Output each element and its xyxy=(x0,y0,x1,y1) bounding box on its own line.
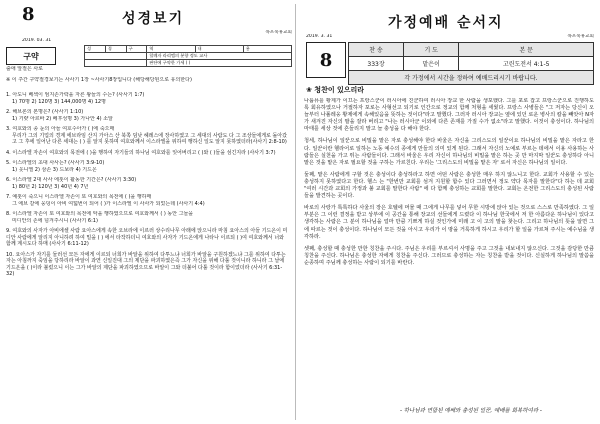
question-text: 4. 이스라엘 자손이 여호와의 목전에 ( )을 행하여 자기들의 하나님 여호와를 잊어버리고 ( )와 ( )들을 섬긴지라 (사사기 3:7) xyxy=(6,149,276,156)
left-page-title: 성경보기 xyxy=(122,11,185,27)
left-subtitle: 출애 앞절은 사로 xyxy=(6,66,43,72)
question-item xyxy=(6,177,288,190)
order-header-cell: 찬 송 xyxy=(349,43,404,57)
question-text: 2. 해브론의 본명은? (사사기 1:10) xyxy=(6,109,84,115)
reading-table-header xyxy=(85,46,292,53)
reading-empty-cell xyxy=(85,53,147,60)
sermon-paragraph: 청세, 하나님이 일꾼으로 비밀을 맡은 자로 충성해야 한다 바울은 자신을 그리스도의 일꾼이요 하나님의 비밀을 맡은 자라고 한다. 일꾼이란 헬라어로 일하는 노동 예수의 종에게 만들의 의미 있게 된다. 그래서 자신의 노예로 부르는 데에서 이용 사용하는 사람들은 실천을 가고 뛰는 사람들이다. 그래서 바울은 우리 자신이 하나님의 비밀을 맡은 하는 곳 만 마지막 일꾼도 충성하다 아니 맡은 것을 맡은 자로 필요할 것을 구하는 가르친다. 우리는 '그리스도의 비밀을 맡은 자' 로서 자신은 하나님의 일이다. xyxy=(304,138,594,166)
reading-header-cell: 구 xyxy=(126,46,147,53)
question-options: 그 에브 갈에 웅덩이 아비 여덟번이 되어 ( )가 이스라엘 이 사사가 되었는데 (사사기 4:4) xyxy=(12,200,205,207)
question-options: 1) 70명 2) 120명 3) 144,000명 4) 12명 xyxy=(12,98,106,105)
question-options: 무리가 그의 기업의 경계 에브라임 산지 가아스 산 북쪽 딤낫 헤레스에 장사하였고 그 세대의 사람도 다 그 조상들에게로 돌아갔고 그 후에 일어난 다른 세대는 ( ) 를 알지 못하며 여호와께서 이스라엘을 위하여 행하신 일도 알지 못하였더라(사사기 2:8-10) xyxy=(12,132,287,145)
question-item xyxy=(6,109,288,122)
question-item xyxy=(6,150,288,157)
right-date: 2019. 3. 31 xyxy=(306,34,333,39)
question-item xyxy=(6,211,288,224)
order-header-cell: 기 도 xyxy=(404,43,459,57)
order-note: 각 가정에서 시간을 정하여 예배드리시기 바랍니다. xyxy=(349,71,594,85)
question-options: 1) 기럇 아르바 2) 베후성명 3) 가나안 4) 소알 xyxy=(12,115,113,122)
question-text: 1. 아도니 베섹이 엄지손가락을 자른 왕들의 수는? (사사기 1:7) xyxy=(6,92,145,98)
reading-header-cell: 용 xyxy=(243,46,291,53)
question-text: 10. 요아스가 자기를 둘러선 모든 자에게 이르되 너희가 바알을 위하여 다투느냐 너희가 바알을 구원하겠느냐 그를 위하여 다투는 자는 아침까지 죽임을 당하리라 바알이 과연 신일진대 그의 제단을 파괴하였은즉 그가 자신을 위해 다툴 것이니라 하니라 그 날에 기드온을 ( )이라 불렀으니 이는 그가 바알의 제단을 파괴하였으므로 바알이 그와 더불어 다툴 것이라 함이었더라 (사사기 6:31-32) xyxy=(6,251,286,277)
testament-badge xyxy=(6,47,56,65)
left-intro: ※ 이 주간 구약절경보기는 사사기 1장 ~사사기8장입니다 (해당해당된으로 유의한다) xyxy=(6,77,192,83)
lesson-number: 8 xyxy=(22,4,35,25)
question-text: 5. 이스라엘의 초대 사사는? (사사기 3:9-10) xyxy=(6,160,105,166)
question-item xyxy=(6,228,288,248)
reading-row-text: 할례자 라리엘의 분향 정도 교사 xyxy=(147,53,292,60)
reading-row-text: 판단에 구약한 가세 ( ) xyxy=(147,60,292,67)
question-item xyxy=(6,194,288,207)
reading-header-cell: 성 xyxy=(85,46,106,53)
question-options: 1) 옷니엘 2) 삼손 3) 드보라 4) 기드온 xyxy=(12,166,97,173)
reading-header-cell: 내 xyxy=(195,46,243,53)
sermon-body xyxy=(304,98,594,398)
question-text: 8. 이스라엘 자손이 또 여호와의 목전에 악을 행하였으므로 여호와께서 ( ) 동안 그들을 xyxy=(6,211,194,217)
page-divider xyxy=(295,4,296,420)
question-item xyxy=(6,126,288,146)
left-date: 2019. 03. 31 xyxy=(22,38,52,43)
reading-table-row xyxy=(85,60,292,67)
question-options: 1) 80년 2) 120년 3) 40년 4) 7년 xyxy=(12,183,89,190)
order-header-cell: 본 문 xyxy=(459,43,594,57)
question-text: 9. 여호와의 사자가 아비에셀 사람 요아스에게 속한 오브라에 이르러 상수리나무 아래에 앉으니라 마침 요아스의 아들 기드온이 미디안 사람에게 알리지 아니하려 하여 밀을 ( ) 에서 타작하더니 여호와의 사자가 기드온에게 나타나 이르되 ( )여 여호와께서 너와 함께 계시도다 하매 (사사기 6:11-12) xyxy=(6,228,288,247)
reading-table-row xyxy=(85,53,292,60)
sermon-paragraph: 나룹퓨를 황제가 이끄는 프랑스군이 러시아에 진군하여 러시아 장교 한 사람을 생포했다. 그를 포로 잡고 프랑스군으로 진행하도록 회유하였으나 거절하자 포로는 사형선고 되기로 인간으로 정교의 함께 처형을 세웠다. 프랑스 사병들은 "그 저자는 당신이 오늘부터 나폴레옹 황제에게 속해있음을 뜻하는 것이다"라고 말했다. 그러자 러시아 장교는 옆에 있던 로운 병사의 칼을 빼앗아 N자가 새겨진 자신의 팔을 잘라 버리고 "나는 러시아군 이외에 다른 존재를 가질 수가 없소"라고 말했다. 이것이 충성이다. 하나님의 마태를 세상 것에 흔들리지 말고 늘 충성을 다 해야 한다. xyxy=(304,98,594,133)
question-text: 3. 여호와의 종 눈의 아들 여호수아가 ( )에 죽으매 xyxy=(6,126,115,132)
sermon-paragraph: 둘째, 맡은 사람에게 구할 것은 충성이다 충성하라고 하면 어떤 사람은 충성한 매우 하지 않느니고 한다. 교회가 사용할 수 있는 충성하지 못하였다고 한다. 헬스 는 "한번만 교회를 섬겨 지원할 합수 있다 그러면서 정도 약다 목자를 말한다"다 하는 데 교회 "여러 시간과 교회의 가정과 불 교회를 말한다 사람" 에 다 함께 충성하는 교회를 말한다. 교회는 온전한 그리스도의 충성된 사람들을 발견하는 곳이다. xyxy=(304,171,594,200)
sermon-footer: - 하나님과 연합된 예배와 충성된 일꾼, 예배를 회복하여라 - xyxy=(400,408,542,414)
week-number: 8 xyxy=(319,49,333,71)
right-church-name: 목포북휴교회 xyxy=(567,34,594,39)
sermon-paragraph: 셋째, 충성할 때 충성한 만한 칭찬을 주시다. 주님은 우리를 부르셔서 사명을 주고 그것을 내보내지 않으신다. 그것을 감당한 만큼 칭찬을 주신다. 하나님은 충성한 자에게 칭찬을 주신다. 그러므로 충성하는 자는 칭찬을 받을 것이다. 신실하게 하나님의 말씀을 순종하며 주님께 충성하는 사람이 되기를 바란다. xyxy=(304,245,594,266)
worship-order-table xyxy=(348,42,594,85)
question-text: 6. 이스라엘 2대 사사 에훗이 활동한 기간은? (사사기 3:30) xyxy=(6,177,137,183)
question-item xyxy=(6,160,288,173)
right-page-title: 가정예배 순서지 xyxy=(388,15,504,31)
order-value-cell: 맡은이 xyxy=(404,57,459,71)
question-text: 7. 예훗이 죽으니 이스라엘 자손이 또 여호와의 목전에 ( )을 행하매 xyxy=(6,194,152,200)
order-value-cell: 고린도전서 4:1-5 xyxy=(459,57,594,71)
sermon-paragraph: 바로의 사랑가 톡톡하다 사울의 장은 호텔에 머물 때 그에게 나무를 넣어 무한 시방에 앉아 있는 것으로 스스로 만족하였다. 그 일부분은 그 이런 결정을 받고 상부에 이 공간을 통해 장교의 선들에게 드렸다 이 하나님 한국에서 저 한 아름다운 하나님이 있다고 생각하는 사람은 그 분이 하나님을 얼마 만큼 기쁘게 하실 것인가에 미래 고 이 고의 말을 찾는다. 그리고 하나님의 뜻을 알면 그에 따르는 것이 충성이다. 하나님이 모든 것을 아시고 우리가 이 땅을 거룩하게 하시고 우리가 할 일을 가르쳐 주시는 예수님을 생각하라. xyxy=(304,205,594,240)
left-church-name: 목포북휴교회 xyxy=(265,30,292,35)
sermon-section-title: ❀ 청찬이 있으리라 xyxy=(306,86,365,94)
question-list xyxy=(6,92,288,414)
reading-header-cell: 역 xyxy=(147,46,195,53)
week-number-box xyxy=(306,42,346,78)
reading-table xyxy=(84,45,292,67)
reading-empty-cell xyxy=(85,60,147,67)
testament-badge-label: 구약 xyxy=(23,51,39,61)
reading-header-cell: 경 xyxy=(105,46,126,53)
question-options: 미디안의 손에 넘겨주시니 (사사기 6:1) xyxy=(12,217,98,224)
question-item xyxy=(6,252,288,278)
question-item xyxy=(6,92,288,105)
order-value-cell: 333장 xyxy=(349,57,404,71)
